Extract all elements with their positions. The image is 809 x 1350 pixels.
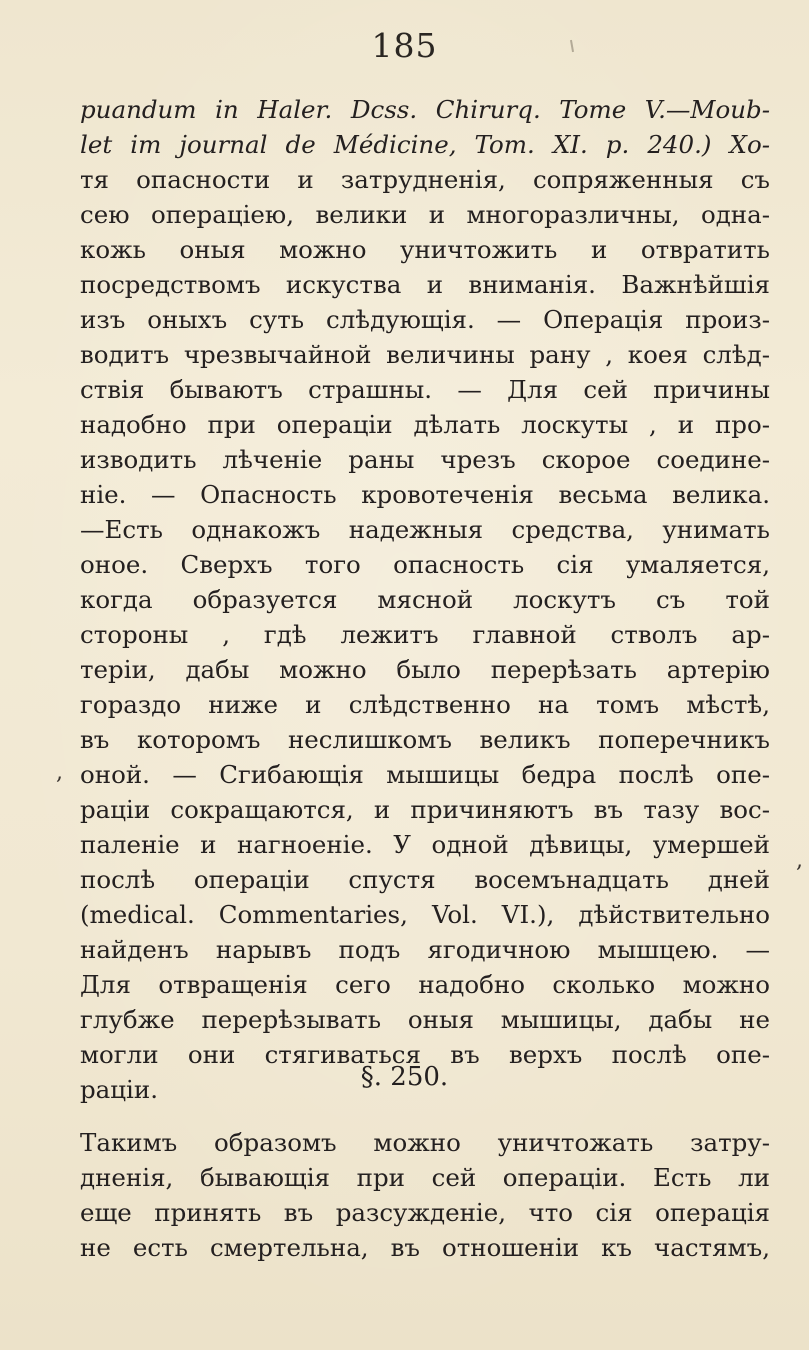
text-line: стороны , гдѣ лежитъ главной стволъ ар- [80, 620, 770, 649]
text-line: не есть смертельна, въ отношеніи къ частямъ, [80, 1233, 770, 1262]
text-line: оной. — Сгибающія мышицы бедра послѣ опе- [80, 760, 770, 789]
text-line: изъ оныхъ суть слѣдующія. — Операція произ- [80, 305, 770, 334]
text-line: —Есть однакожъ надежныя средства, унимать [80, 515, 770, 544]
text-line: водитъ чрезвычайной величины рану , коея слѣд- [80, 340, 770, 369]
margin-mark-left: , [56, 760, 63, 785]
text-line: послѣ операціи спустя восемънадцать дней [80, 865, 770, 894]
second-paragraph [80, 1125, 770, 1265]
text-line: (medical. Commentaries, Vol. VI.), дѣйствительно [80, 900, 770, 929]
text-line: найденъ нарывъ подъ ягодичною мышцею. — [80, 935, 770, 964]
text-line: ствія бываютъ страшны. — Для сей причины [80, 375, 770, 404]
text-line: ніе. — Опасность кровотеченія весьма велика. [80, 480, 770, 509]
text-line: кожь оныя можно уничтожить и отвратить [80, 235, 770, 264]
text-line: еще принять въ разсужденіе, что сія операція [80, 1198, 770, 1227]
text-line: оное. Сверхъ того опасность сія умаляется, [80, 550, 770, 579]
text-line: раціи сокращаются, и причиняютъ въ тазу вос- [80, 795, 770, 824]
text-line: когда образуется мясной лоскутъ съ той [80, 585, 770, 614]
text-line: изводить лѣченіе раны чрезъ скорое соедине- [80, 445, 770, 474]
text-line: паленіе и нагноеніе. У одной дѣвицы, умершей [80, 830, 770, 859]
text-line: дненія, бывающія при сей операціи. Есть ли [80, 1163, 770, 1192]
text-line: тя опасности и затрудненія, сопряженныя съ [80, 165, 770, 194]
text-line: сею операціею, велики и многоразличны, одна- [80, 200, 770, 229]
text-line: гораздо ниже и слѣдственно на томъ мѣстѣ, [80, 690, 770, 719]
text-line: посредствомъ искуства и вниманія. Важнѣйшія [80, 270, 770, 299]
text-line: let im journal de Médicine, Tom. XI. p. 240.) Хо- [80, 130, 770, 159]
margin-mark-right: , [796, 848, 803, 873]
text-line: могли они стягиваться въ верхъ послѣ опе- [80, 1040, 770, 1069]
main-paragraph [80, 92, 770, 1107]
text-line: Такимъ образомъ можно уничтожать затру- [80, 1128, 770, 1157]
text-line: глубже перерѣзывать оныя мышицы, дабы не [80, 1005, 770, 1034]
section-heading: §. 250. [360, 1062, 449, 1092]
text-line: теріи, дабы можно было перерѣзать артерію [80, 655, 770, 684]
text-line: Для отвращенія сего надобно сколько можно [80, 970, 770, 999]
text-line: въ которомъ неслишкомъ великъ поперечникъ [80, 725, 770, 754]
text-line: puandum in Haler. Dcss. Chirurq. Tome V.—Moub- [80, 95, 770, 124]
text-line: надобно при операціи дѣлать лоскуты , и про- [80, 410, 770, 439]
text-line: раціи. [80, 1075, 158, 1104]
page-number: 185 [371, 26, 438, 65]
